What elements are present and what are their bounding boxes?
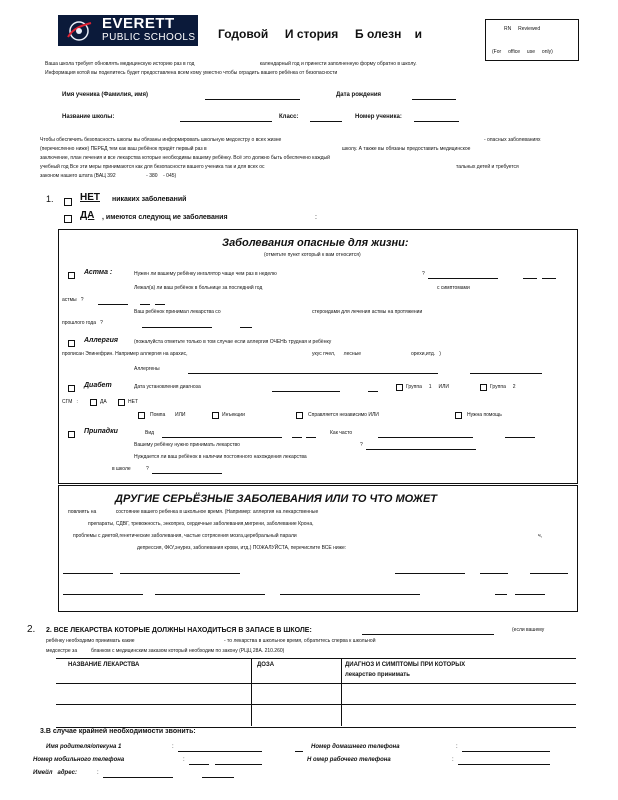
life-threatening-subtitle: (отметьте пункт который к вам относится) bbox=[264, 252, 361, 258]
mobile-phone-colon: : bbox=[183, 757, 185, 763]
asthma-checkbox[interactable] bbox=[68, 272, 75, 279]
seizure-rescue-field[interactable] bbox=[152, 473, 222, 474]
student-name-field[interactable] bbox=[205, 99, 300, 100]
seizure-rescue-label: Нуждается ли ваш ребёнок в наличии постоянного нахождения лекарства bbox=[134, 454, 307, 460]
allergy-text2b: укус пчел, лесные bbox=[312, 351, 361, 357]
allergy-text1: (пожалуйста отметьте только в том случае если аллергия ОЧЕНЬ трудная и ребёнку bbox=[134, 339, 332, 345]
independent-checkbox[interactable] bbox=[296, 412, 303, 419]
email-label: Имейл адрес: bbox=[33, 770, 77, 776]
seizure-label: Припадки bbox=[84, 428, 118, 435]
intro-line2: Информация котой вы поделитесь будет предоставлена всем кому уместно чтобы оградить вашего ребёнка от безопасности bbox=[45, 70, 338, 76]
home-phone-field[interactable] bbox=[462, 751, 550, 752]
diabetes-checkbox[interactable] bbox=[68, 385, 75, 392]
q1-number: 1. bbox=[46, 194, 54, 204]
asthma-q1: Нужен ли вашему ребёнку ингалятор чаще чем раз в неделю bbox=[134, 271, 277, 277]
q3-title: 3.В случае крайней необходимости звонить: bbox=[40, 728, 196, 735]
table-row-line-1 bbox=[56, 683, 576, 684]
dob-field[interactable] bbox=[412, 99, 456, 100]
allergy-text2c: орехи,итд. ) bbox=[411, 351, 441, 357]
other-line1: повлиять на состояние вашего ребенка в школьное время. (Например: аллергия на лекарственные bbox=[68, 509, 319, 515]
col-diagnosis-sub: лекарство принимать bbox=[345, 672, 410, 678]
asthma-q1-field[interactable] bbox=[428, 278, 498, 279]
yes-conditions-text: , имеются следующ ие заболевания bbox=[102, 214, 228, 221]
asthma-q5: прошлого года ? bbox=[62, 320, 103, 326]
mobile-phone-field-2[interactable] bbox=[215, 764, 262, 765]
student-number-label: Номер ученика: bbox=[355, 114, 402, 120]
type2-checkbox[interactable] bbox=[480, 384, 487, 391]
email-field[interactable] bbox=[103, 777, 173, 778]
injections-label: Инъекции bbox=[222, 412, 245, 418]
yes-conditions-checkbox[interactable] bbox=[64, 215, 72, 223]
pump-label: Помпа ИЛИ bbox=[150, 412, 186, 418]
seizure-meds-mark: ? bbox=[360, 442, 363, 448]
email-colon: : bbox=[97, 770, 99, 776]
col-diagnosis: ДИАГНОЗ И СИМПТОМЫ ПРИ КОТОРЫХ bbox=[345, 662, 466, 668]
q2-title: 2. ВСЕ ЛЕКАРСТВА КОТОРЫЕ ДОЛЖНЫ НАХОДИТЬСЯ В ЗАПАСЕ В ШКОЛЕ: bbox=[46, 627, 312, 634]
q2-underline bbox=[362, 634, 494, 635]
cgm-label: СГМ : bbox=[62, 399, 78, 405]
mobile-phone-label: Номер мобильного телефона bbox=[33, 757, 125, 763]
independent-label: Справляется независимо ИЛИ bbox=[308, 412, 379, 418]
cgm-no-label: НЕТ bbox=[128, 399, 138, 405]
allergens-field[interactable] bbox=[188, 373, 438, 374]
asthma-q4-end: стероидами для лечения астмы на протяжении bbox=[312, 309, 423, 315]
other-field-3[interactable] bbox=[395, 573, 465, 574]
yes-colon: : bbox=[315, 214, 317, 221]
notice-line5: законом нашего штата (ВАЦ 392 - 380 - 045) bbox=[40, 173, 177, 179]
yes-word: ДА bbox=[80, 210, 95, 221]
other-line3-end: ч, bbox=[538, 533, 542, 539]
intro-line1: Ваша школа требует обновлять медицинскую историю раз в год календарный год и принести заполненную форму обратно в школу. bbox=[45, 61, 417, 67]
parent-colon: : bbox=[172, 744, 174, 750]
home-phone-label: Номер домашнего телефона bbox=[311, 744, 400, 750]
seizure-meds-field[interactable] bbox=[366, 449, 476, 450]
asthma-q3-yes[interactable] bbox=[140, 304, 150, 305]
q2-line3: медсестре за бланком с медицинским заказом который необходим по закону (РЦЦ 28А. 210.260) bbox=[46, 648, 285, 654]
cgm-yes-label: ДА bbox=[100, 399, 107, 405]
type1-label: Группа 1 ИЛИ bbox=[406, 384, 449, 390]
office-reviewed: RN Reviewed bbox=[504, 26, 541, 32]
allergy-text2: прописан Эпинефрин. Например аллергия на арахис, bbox=[62, 351, 188, 357]
type1-checkbox[interactable] bbox=[396, 384, 403, 391]
grade-field[interactable] bbox=[310, 121, 342, 122]
no-conditions-text: никаких заболеваний bbox=[112, 196, 187, 203]
asthma-q5-no[interactable] bbox=[240, 327, 252, 328]
other-field-4[interactable] bbox=[480, 573, 508, 574]
office-note: (For office use only) bbox=[492, 49, 553, 55]
needs-help-checkbox[interactable] bbox=[455, 412, 462, 419]
seizure-type-extra1[interactable] bbox=[292, 437, 302, 438]
other-field-1[interactable] bbox=[63, 573, 113, 574]
asthma-q3-no[interactable] bbox=[155, 304, 165, 305]
home-phone-colon: : bbox=[456, 744, 458, 750]
other-line3: проблемы с диетой,генетические заболевания, частые сотрясения мозга,церебральный парали bbox=[73, 533, 297, 539]
q2-line2-end: - то лекарства в школьное время, обратитесь сперва к школьной bbox=[224, 638, 376, 644]
work-phone-label: Н омер рабочего телефона bbox=[307, 757, 391, 763]
diabetes-date-extra[interactable] bbox=[368, 391, 378, 392]
notice-line4: учебный год Все эти меры принимаются как для безопасности вашего ученика так и для всех ос bbox=[40, 164, 265, 170]
cgm-no-checkbox[interactable] bbox=[118, 399, 125, 406]
asthma-label: Астма : bbox=[84, 269, 113, 276]
life-threatening-title: Заболевания опасные для жизни: bbox=[222, 237, 409, 249]
asthma-q1-yes[interactable] bbox=[523, 278, 537, 279]
other-line2: препараты, СДВГ, тревожность, энкопрез, сердечные заболевания,мигрени, заболевание Крона, bbox=[88, 521, 314, 527]
student-number-field[interactable] bbox=[414, 121, 459, 122]
asthma-q2-end: с симптомами bbox=[437, 285, 470, 291]
parent-name-field[interactable] bbox=[178, 751, 262, 752]
q2-line2: ребёнку необходимо принимать какие bbox=[46, 638, 135, 644]
asthma-q5-field[interactable] bbox=[142, 327, 212, 328]
school-name-field[interactable] bbox=[180, 121, 272, 122]
allergy-label: Аллергия bbox=[84, 337, 118, 344]
type2-label: Группа 2 bbox=[490, 384, 516, 390]
asthma-q4: Ваш ребёнок принимал лекарства со bbox=[134, 309, 221, 315]
seizure-checkbox[interactable] bbox=[68, 431, 75, 438]
asthma-q3-field[interactable] bbox=[98, 304, 128, 305]
diabetes-date-label: Дата установления диагноза bbox=[134, 384, 201, 390]
seizure-often-extra[interactable] bbox=[505, 437, 535, 438]
injections-checkbox[interactable] bbox=[212, 412, 219, 419]
notice-line1-end: - опасных заболеваниях bbox=[484, 137, 541, 143]
notice-line2: (перечисленно ниже) ПЕРЕД тем как ваш ребёнок придёт первый раз в bbox=[40, 146, 207, 152]
email-field-2[interactable] bbox=[202, 777, 234, 778]
office-use-box bbox=[485, 19, 579, 61]
other-field-7[interactable] bbox=[155, 594, 265, 595]
parent-label: Имя родителя/опекуна 1 bbox=[46, 744, 122, 750]
seizure-rescue-mark: ? bbox=[146, 466, 149, 472]
work-phone-field[interactable] bbox=[458, 764, 550, 765]
page-title: Годовой И стория Б олезн и bbox=[218, 27, 423, 41]
school-name-label: Название школы: bbox=[62, 114, 115, 120]
notice-line3: заключение, план лечения и все лекарства которые необходимы вашему ребёнку. Всё это должно быть обеспечено каждый bbox=[40, 155, 330, 161]
other-line4: депрессия, ФКУ,энурез, заболевания крови, итд.) ПОЖАЛУЙСТА, перечислите ВСЕ ниже: bbox=[137, 545, 347, 551]
notice-line4-end: тальных детей и требуется bbox=[456, 164, 519, 170]
parent-name-extra[interactable] bbox=[295, 751, 303, 752]
needs-help-label: Нужна помощь bbox=[467, 412, 502, 418]
other-field-8[interactable] bbox=[280, 594, 420, 595]
diabetes-label: Диабет bbox=[84, 382, 112, 389]
allergy-checkbox[interactable] bbox=[68, 340, 75, 347]
seizure-type-extra2[interactable] bbox=[306, 437, 316, 438]
seizure-rescue-label-b: в школе bbox=[112, 466, 131, 472]
no-word: НЕТ bbox=[80, 192, 100, 203]
allergens-label: Аллергены bbox=[134, 366, 160, 372]
other-field-2[interactable] bbox=[120, 573, 240, 574]
asthma-q2: Лежал(а) ли ваш ребёнок в больнице за последний год bbox=[134, 285, 263, 291]
logo-line2: PUBLIC SCHOOLS bbox=[102, 32, 196, 43]
q2-number: 2. bbox=[27, 624, 36, 635]
table-row-line-2 bbox=[56, 704, 576, 705]
seizure-meds-label: Вашему ребёнку нужно принимать лекарство bbox=[134, 442, 240, 448]
seizure-often-label: Как часто bbox=[330, 430, 353, 436]
cgm-yes-checkbox[interactable] bbox=[90, 399, 97, 406]
work-phone-colon: : bbox=[452, 757, 454, 763]
table-divider-1 bbox=[251, 658, 252, 726]
asthma-q3: астмы ? bbox=[62, 297, 84, 303]
pump-checkbox[interactable] bbox=[138, 412, 145, 419]
logo-line1: EVERETT bbox=[102, 15, 175, 32]
seizure-often-field[interactable] bbox=[378, 437, 473, 438]
other-field-9[interactable] bbox=[495, 594, 507, 595]
grade-label: Класс: bbox=[279, 114, 299, 120]
table-divider-2 bbox=[341, 658, 342, 726]
student-name-label: Имя ученика (Фамилия, имя) bbox=[62, 92, 148, 98]
other-conditions-title: ДРУГИЕ СЕРЬЁЗНЫЕ ЗАБОЛЕВАНИЯ ИЛИ ТО ЧТО МОЖЕТ bbox=[115, 493, 438, 505]
asthma-q1-mark: ? bbox=[422, 271, 425, 277]
other-field-6[interactable] bbox=[63, 594, 143, 595]
other-field-5[interactable] bbox=[530, 573, 568, 574]
no-conditions-checkbox[interactable] bbox=[64, 198, 72, 206]
q2-title-end: (если вашему bbox=[512, 627, 545, 633]
dob-label: Дата рождения bbox=[336, 92, 382, 98]
notice-line1: Чтобы обеспечить безопасность школы вы обязаны информировать школьную медсестру о всех жизне bbox=[40, 137, 282, 143]
asthma-q1-no[interactable] bbox=[542, 278, 556, 279]
allergens-field-2[interactable] bbox=[470, 373, 542, 374]
logo-emblem-icon bbox=[64, 19, 94, 42]
diabetes-date-field[interactable] bbox=[272, 391, 340, 392]
notice-line2-end: школу. А также вы обязаны предоставить медицинское bbox=[342, 146, 471, 152]
mobile-phone-field[interactable] bbox=[189, 764, 209, 765]
seizure-type-label: Вид bbox=[145, 430, 155, 436]
other-field-10[interactable] bbox=[515, 594, 545, 595]
seizure-type-field[interactable] bbox=[162, 437, 282, 438]
col-dose: ДОЗА bbox=[257, 662, 275, 668]
col-medication-name: НАЗВАНИЕ ЛЕКАРСТВА bbox=[68, 662, 140, 668]
school-logo bbox=[58, 15, 198, 46]
